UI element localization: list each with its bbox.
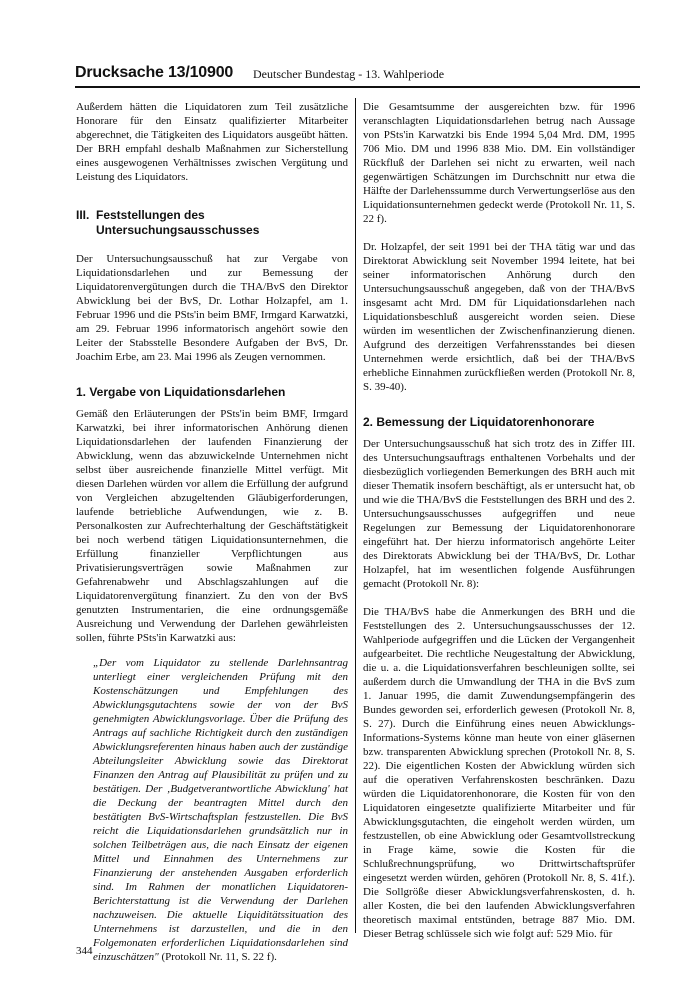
quote-reference: (Protokoll Nr. 11, S. 22 f). — [158, 951, 277, 963]
paragraph-fee-details: Die THA/BvS habe die Anmerkungen des BRH und die Feststellungen des 2. Untersuchungsausschusses der 12. Wahlperiode aufgegriffen und die Lücken der Vergangenheit aufgearbeitet. Die rechtliche Neugestaltung der Abwicklung, die u. a. die Liquidationsverfahren beschleunigen sollte, sei außerdem durch die Umwandlung der THA in die BvS zum 1. Januar 1995, die damit Zuwendungsempfängerin des Bundes geworden sei, erforderlich gewesen (Protokoll Nr. 8, S. 27). Durch die Einführung eines neuen Abwicklungs- Informations-Systems könne man heute von einer gläsernen bzw. transparenten Abwicklung sprechen (Protokoll Nr. 8, S. 22). Die eigentlichen Kosten der Abwicklung würden sich auf die operativen Verfahrenskosten beschränken. Dazu würden die Liquidatorenhonorare, die Kosten für von den Liquidatoren eingesetzte qualifizierte Mitarbeiter und für Abwicklungsgutachten, die eingeholt werden würden, um festzustellen, ob eine Abwicklung oder Gesamtvollstreckung in Frage käme, sowie die Kosten für die Schlußrechnungsprüfung, wo Drittwirtschaftsprüfer eingesetzt werden würden, gehören (Protokoll Nr. 8, S. 41f.). Die Sollgröße dieser Abwicklungsverfahrenskosten, d. h. aller Kosten, die bei den laufenden Abwicklungsverfahren theoretisch maximal entstünden, betrage 887 Mio. DM. Dieser Betrag schlüssele sich wie folgt auf: 529 Mio. für — [363, 606, 635, 940]
paragraph-liquidator-fees: Außerdem hätten die Liquidatoren zum Teil zusätzliche Honorare für den Einsatz qualifizierter Mitarbeiter abgerechnet, die Tätigkeiten des Liquidators ausgeübt hätten. Der BRH empfahl deshalb Maßnahmen zur Sicherstellung eines ausgewogenen Verhältnisses zwischen Vergütung und Leistung des Liquidators. — [76, 101, 348, 183]
paragraph-loan-totals: Die Gesamtsumme der ausgereichten bzw. für 1996 veranschlagten Liquidationsdarlehen betrug nach Aussage von PSts'in Karwatzki bis Ende 1994 5,04 Mrd. DM, 1995 706 Mio. DM und 1996 838 Mio. DM. Ein vollständiger Rückfluß der Darlehen sei nicht zu erwarten, weil nach gegenwärtigen Schätzungen im Durchschnitt nur etwa die Hälfte der Darlehenssumme durch Verwertungserlöse aus den Liquidationsunternehmen gedeckt werde (Protokoll Nr. 11, S. 22 f). — [363, 101, 635, 225]
subheading-liquidation-loans: 1. Vergabe von Liquidationsdarlehen — [76, 385, 286, 399]
paragraph-holzapfel: Dr. Holzapfel, der seit 1991 bei der THA tätig war und das Direktorat Abwicklung seit November 1994 leitete, hat bei seiner informatorischen Anhörung durch den Untersuchungsausschuß angegeben, daß von der THA/BvS insgesamt acht Mrd. DM für Liquidationsdarlehen nach Liquidationsbeschluß ausgereicht worden seien. Diese würden im wesentlichen der Zwischenfinanzierung dienen. Aufgrund des derzeitigen Verfahrensstandes bei diesen Unternehmen werde ersichtlich, daß bei der THA/BvS erhebliche Einnahmen zurückfließen werden (Protokoll Nr. 8, S. 39-40). — [363, 241, 635, 393]
quote-text: „Der vom Liquidator zu stellende Darlehnsantrag unterliegt einer vergleichenden Prüfung mit den Kostenschätzungen und Empfehlungen des Abwicklungsgutachtens sowie der von der BvS genehmigten Abwicklungsvorlage. Über die Prüfung des Antrags auf sachliche Richtigkeit durch den zuständigen Abwicklungsreferenten hinaus haben auch der zuständige Abteilungsleiter Abwicklung sowie das Direktorat Finanzen den Antrag auf Plausibilität zu prüfen und zu bestätigen. Der ‚Budgetverantwortliche Abwicklung' hat die Deckung der beantragten Mittel durch den bestätigten BvS-Wirtschaftsplan festzustellen. Die BvS reicht die Liquidationsdarlehen grundsätzlich nur in solchen Teilbeträgen aus, die nach Einsatz der eigenen Mittel und Einnahmen des Unternehmens zur Finanzierung der anstehenden Ausgaben erforderlich sind. Im Rahmen der monatlichen Liquidatoren-Berichterstattung ist die Verwendung der Darlehen nachzuweisen. Die aktuelle Liquiditätssituation des Unternehmens ist darzustellen, und die in den Folgemonaten erforderlichen Liquidationsdarlehen sind einzuschätzen" — [93, 657, 348, 963]
column-divider — [355, 98, 356, 933]
page-number: 344 — [76, 945, 93, 957]
paragraph-fee-investigation: Der Untersuchungsausschuß hat sich trotz des in Ziffer III. des Untersuchungsauftrags enthaltenen Vorbehalts und der diesbezüglich vorliegenden Bemerkungen des BRH auch mit dieser Thematik insofern beschäftigt, als er untersucht hat, ob und wie die THA/BvS die Feststellungen des BRH und des 2. Untersuchungsausschusses aufgegriffen und neue Regelungen zur Bemessung der Liquidatorenhonorare eingeführt hat. Der hierzu informatorisch angehörte Leiter des Direktorats Abwicklung bei der THA/BvS, Dr. Lothar Holzapfel, hat im wesentlichen folgende Ausführungen gemacht (Protokoll Nr. 8): — [363, 438, 635, 590]
left-column — [76, 100, 348, 964]
subheading-liquidator-fees: 2. Bemessung der Liquidatorenhonorare — [363, 415, 595, 429]
section-number: III. — [76, 208, 90, 222]
right-column — [363, 100, 635, 941]
header-rule — [75, 86, 640, 88]
page-header — [75, 64, 640, 86]
paragraph-hearings: Der Untersuchungsausschuß hat zur Vergabe von Liquidationsdarlehen und zur Bemessung der Liquidatorenvergütungen durch die THA/BvS den Direktor Abwicklung bei der BvS, Dr. Lothar Holzapfel, am 1. Februar 1996 und die PSts'in beim BMF, Irmgard Karwatzki, am 29. Februar 1996 informatorisch angehört sowie den Leiter der Stabsstelle Besondere Aufgaben der BvS, Dr. Joachim Erbe, am 23. Mai 1996 als Zeugen vernommen. — [76, 253, 348, 363]
parliament-subtitle: Deutscher Bundestag - 13. Wahlperiode — [253, 67, 445, 81]
section-title: Feststellungen des Untersuchungsausschusses — [96, 208, 260, 237]
testimony-quote — [76, 656, 348, 964]
section-heading — [76, 208, 348, 238]
paragraph-loan-purpose: Gemäß den Erläuterungen der PSts'in beim BMF, Irmgard Karwatzki, bei ihrer informatorischen Anhörung dienen Liquidationsdarlehen der laufenden Finanzierung der Abwicklung, wenn das abzuwickelnde Unternehmen nicht selbst über ausreichende finanzielle Mittel verfügt. Mit diesen Darlehen würden vor allem die Erfüllung der aufgrund von Vergleichen abzugeltenden Gläubigerforderungen, laufende betriebliche Aufwendungen, wie z. B. Personalkosten zur Aufrechterhaltung der Geschäftstätigkeit bei noch werbend tätigen Liquidationsunternehmen, die Erfüllung finanzieller Verpflichtungen aus Privatisierungsverträgen sowie Maßnahmen zur Gefahrenabwehr und Abschlagszahlungen auf die Liquidatorenvergütung finanziert. Zu den von der BvS genutzten Instrumentarien, die eine ordnungsgemäße Ausreichung und Verwendung der Darlehen gewährleisten sollen, führte PSts'in Karwatzki aus: — [76, 408, 348, 644]
document-number: Drucksache 13/10900 — [75, 64, 234, 81]
